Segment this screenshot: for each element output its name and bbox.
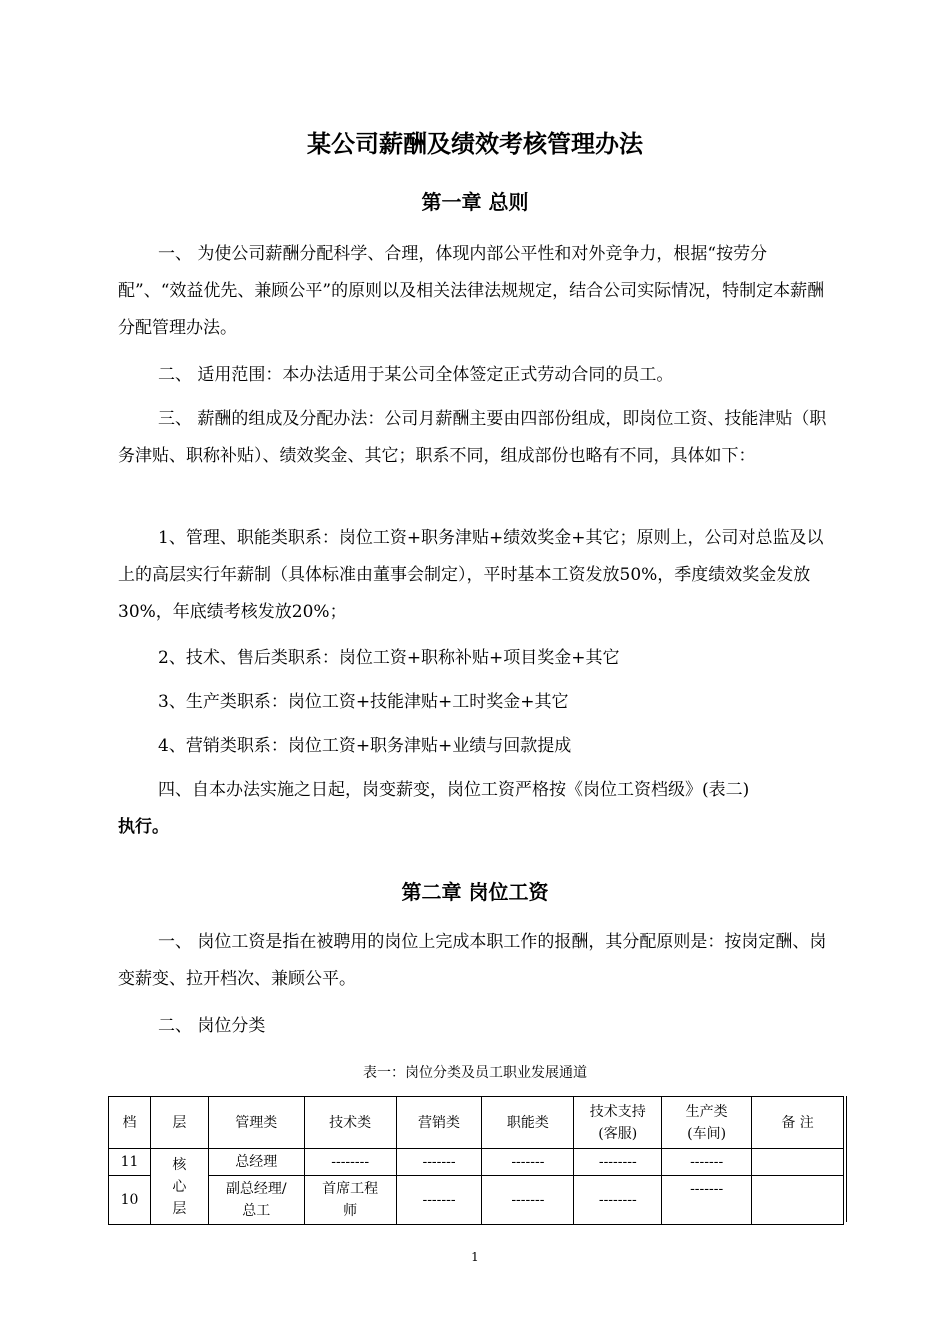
table-caption: 表一：岗位分类及员工职业发展通道 (363, 1065, 587, 1081)
row-technical: 首席工程 师 (304, 1176, 396, 1225)
chapter-2-heading: 第二章 岗位工资 (401, 880, 549, 904)
row-sales: ------- (396, 1149, 482, 1176)
row-production: ------- (662, 1149, 752, 1176)
row-remarks (752, 1176, 844, 1225)
row-layer: 核 心 层 (150, 1149, 208, 1225)
row-management: 副总经理/ 总工 (208, 1176, 304, 1225)
position-classification-table (108, 1096, 844, 1225)
chapter-1-paragraph-3: 三、 薪酬的组成及分配办法：公司月薪酬主要由四部份组成，即岗位工资、技能津贴（职务津贴、职称补贴）、绩效奖金、其它；职系不同，组成部份也略有不同，具体如下： (118, 409, 827, 466)
row-sales: ------- (396, 1176, 482, 1225)
chapter-1-paragraph-2: 二、 适用范围：本办法适用于某公司全体签定正式劳动合同的员工。 (158, 365, 674, 385)
chapter-1-heading: 第一章 总则 (421, 190, 529, 214)
header-production-line-1: 生产类 (685, 1103, 728, 1120)
table-row (109, 1149, 844, 1176)
header-technical: 技术类 (304, 1097, 396, 1149)
table-border-rule (846, 1096, 847, 1222)
chapter-1-paragraph-1: 一、 为使公司薪酬分配科学、合理，体现内部公平性和对外竞争力，根据“按劳分配”、“效益优先、兼顾公平”的原则以及相关法律法规规定，结合公司实际情况，特制定本薪酬分配管理办法。 (118, 244, 825, 338)
row-remarks (752, 1149, 844, 1176)
header-management: 管理类 (208, 1097, 304, 1149)
chapter-1-item-2: 2、技术、售后类职系：岗位工资+职称补贴+项目奖金+其它 (158, 648, 620, 668)
chapter-1-paragraph-4: 四、自本办法实施之日起，岗变薪变，岗位工资严格按《岗位工资档级》(表二) (158, 780, 750, 800)
header-remarks: 备 注 (752, 1097, 844, 1149)
page-number: 1 (471, 1250, 479, 1264)
table-row (109, 1176, 844, 1225)
row-support: -------- (574, 1176, 662, 1225)
row-technical: -------- (304, 1149, 396, 1176)
table-header-row (109, 1097, 844, 1149)
chapter-1-item-1: 1、管理、职能类职系：岗位工资+职务津贴+绩效奖金+其它；原则上，公司对总监及以上的高层实行年薪制（具体标准由董事会制定），平时基本工资发放50%，季度绩效奖金发放30%，年底绩考核发放20%； (118, 528, 824, 622)
header-production-line-2: (车间) (687, 1125, 727, 1142)
header-support-line-2: (客服) (598, 1125, 638, 1142)
header-functional: 职能类 (482, 1097, 574, 1149)
header-support (574, 1097, 662, 1149)
chapter-1-item-3: 3、生产类职系：岗位工资+技能津贴+工时奖金+其它 (158, 692, 569, 712)
header-layer: 层 (150, 1097, 208, 1149)
row-functional: ------- (482, 1149, 574, 1176)
header-production (662, 1097, 752, 1149)
header-sales: 营销类 (396, 1097, 482, 1149)
row-management: 总经理 (208, 1149, 304, 1176)
chapter-2-paragraph-2: 二、 岗位分类 (158, 1016, 266, 1036)
header-support-line-1: 技术支持 (589, 1103, 646, 1120)
row-grade: 10 (109, 1176, 151, 1225)
chapter-1-item-4: 4、营销类职系：岗位工资+职务津贴+业绩与回款提成 (158, 736, 572, 756)
row-support: -------- (574, 1149, 662, 1176)
document-title: 某公司薪酬及绩效考核管理办法 (307, 130, 643, 158)
row-production: ------- (662, 1176, 752, 1225)
row-functional: ------- (482, 1176, 574, 1225)
row-grade: 11 (109, 1149, 151, 1176)
header-grade: 档 (109, 1097, 151, 1149)
chapter-1-paragraph-4-tail: 执行。 (118, 817, 169, 837)
chapter-2-paragraph-1: 一、 岗位工资是指在被聘用的岗位上完成本职工作的报酬，其分配原则是：按岗定酬、岗变薪变、拉开档次、兼顾公平。 (118, 932, 827, 989)
